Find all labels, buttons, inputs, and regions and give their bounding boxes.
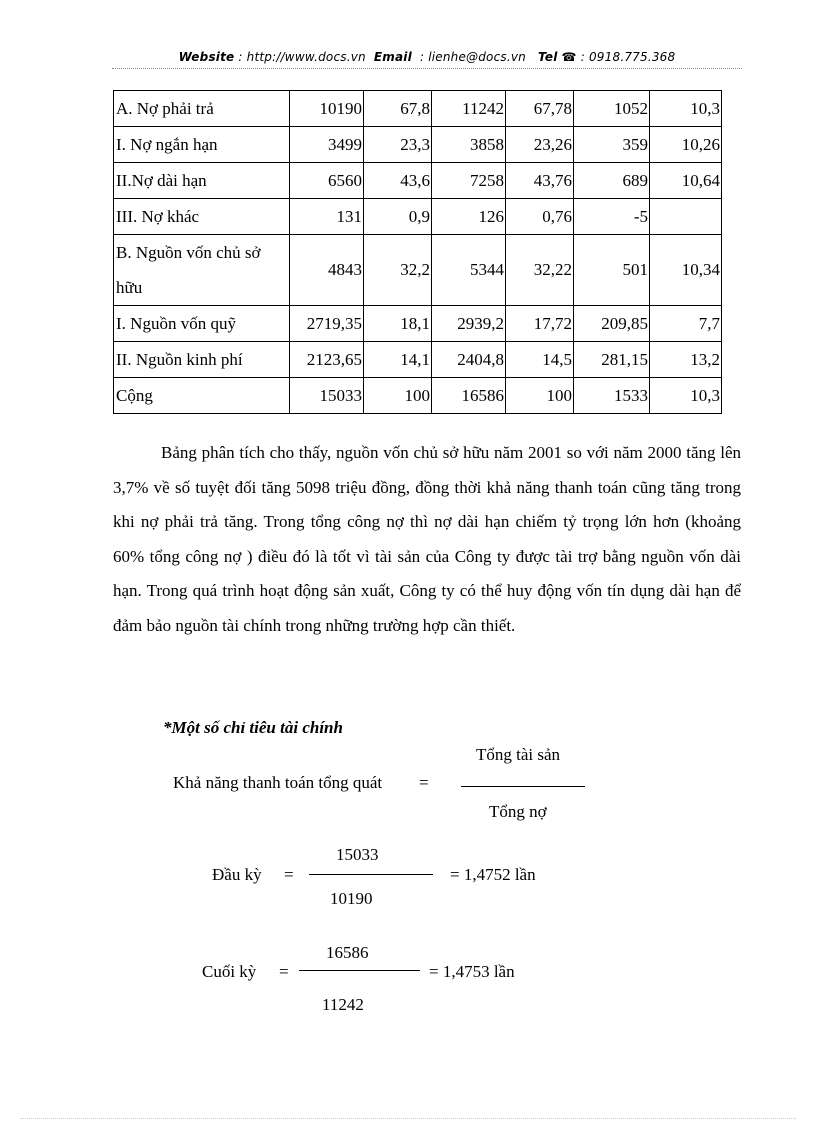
table-cell: 15033 [290,378,364,414]
table-cell: 14,5 [506,342,574,378]
table-cell: 0,76 [506,199,574,235]
table-cell: 689 [574,163,650,199]
table-cell: 0,9 [364,199,432,235]
table-cell: 281,15 [574,342,650,378]
table-cell: 2939,2 [432,306,506,342]
phone-icon: ☎ [561,50,577,64]
table-cell: 7,7 [650,306,722,342]
table-cell: 10190 [290,91,364,127]
table-cell: 10,3 [650,378,722,414]
table-cell: 6560 [290,163,364,199]
row-label: II.Nợ dài hạn [114,163,290,199]
table-row [114,235,722,306]
table-cell: 3499 [290,127,364,163]
row-label: Cộng [114,378,290,414]
table-cell: 126 [432,199,506,235]
table-row [114,199,722,235]
table-row [114,342,722,378]
formula-numerator: Tổng tài sản [476,745,561,764]
end-denominator: 11242 [322,995,364,1014]
header-divider [112,68,742,69]
begin-denominator: 10190 [330,889,373,908]
table-cell: 100 [506,378,574,414]
formula-label: Khả năng thanh toán tổng quát [173,773,383,792]
table-cell: 11242 [432,91,506,127]
table-cell: 10,26 [650,127,722,163]
table-cell: 10,34 [650,235,722,306]
footer-divider [20,1118,796,1119]
table-row [114,306,722,342]
table-cell: 10,3 [650,91,722,127]
table-row [114,127,722,163]
table-cell: 67,8 [364,91,432,127]
row-label: B. Nguồn vốn chủ sở hữu [114,235,290,306]
end-result: = 1,4753 lần [429,962,515,981]
end-fraction-line [299,970,420,971]
table-cell: 209,85 [574,306,650,342]
table-cell: 23,26 [506,127,574,163]
email-label: Email [373,50,412,64]
table-row [114,163,722,199]
table-cell: -5 [574,199,650,235]
begin-numerator: 15033 [336,845,379,864]
table-cell: 100 [364,378,432,414]
table-cell [650,199,722,235]
end-equals: = [279,962,289,981]
table-cell: 4843 [290,235,364,306]
table-cell: 43,76 [506,163,574,199]
row-label: II. Nguồn kinh phí [114,342,290,378]
formula-fraction-line [461,786,585,787]
table-cell: 2123,65 [290,342,364,378]
table-cell: 131 [290,199,364,235]
end-numerator: 16586 [326,943,369,962]
table-cell: 32,22 [506,235,574,306]
formula-denominator: Tổng nợ [489,802,547,821]
table-cell: 43,6 [364,163,432,199]
table-cell: 5344 [432,235,506,306]
website-label: Website [178,50,235,64]
tel-label: Tel [538,50,558,64]
analysis-paragraph: Bảng phân tích cho thấy, nguồn vốn chủ sở hữu năm 2001 so với năm 2000 tăng lên 3,7% về số tuyệt đối tăng 5098 triệu đồng, đồng thời khả năng thanh toán cũng tăng trong khi nợ phải trả tăng. Trong tổng công nợ thì nợ dài hạn chiếm tỷ trọng lớn hơn (khoảng 60% tổng công nợ ) điều đó là tốt vì tài sản của Công ty được tài trợ bằng nguồn vốn dài hạn. Trong quá trình hoạt động sản xuất, Công ty có thể huy động vốn tín dụng dài hạn để đảm bảo nguồn tài chính trong những trường hợp cần thiết. [113,443,741,635]
page-header [112,50,742,64]
table-cell: 2719,35 [290,306,364,342]
section-title: *Một số chỉ tiêu tài chính [163,718,343,737]
begin-fraction-line [309,874,433,875]
table-cell: 23,3 [364,127,432,163]
email-value[interactable]: : lienhe@docs.vn [419,50,526,64]
table-cell: 501 [574,235,650,306]
table-cell: 17,72 [506,306,574,342]
formula-equals: = [419,773,429,792]
table-cell: 1533 [574,378,650,414]
begin-equals: = [284,865,294,884]
table-cell: 3858 [432,127,506,163]
table-cell: 18,1 [364,306,432,342]
table-cell: 359 [574,127,650,163]
table-cell: 16586 [432,378,506,414]
table-cell: 2404,8 [432,342,506,378]
table-cell: 1052 [574,91,650,127]
row-label: III. Nợ khác [114,199,290,235]
table-cell: 10,64 [650,163,722,199]
website-value[interactable]: : http://www.docs.vn [238,50,366,64]
row-label: I. Nguồn vốn quỹ [114,306,290,342]
table-cell: 13,2 [650,342,722,378]
row-label: I. Nợ ngắn hạn [114,127,290,163]
table-row [114,91,722,127]
financial-table [113,90,722,414]
table-cell: 14,1 [364,342,432,378]
row-label: A. Nợ phải trả [114,91,290,127]
end-label: Cuối kỳ [202,962,257,981]
table-row [114,378,722,414]
table-cell: 67,78 [506,91,574,127]
begin-result: = 1,4752 lần [450,865,536,884]
tel-value: : 0918.775.368 [580,50,676,64]
begin-label: Đầu kỳ [212,865,262,884]
table-cell: 32,2 [364,235,432,306]
table-cell: 7258 [432,163,506,199]
